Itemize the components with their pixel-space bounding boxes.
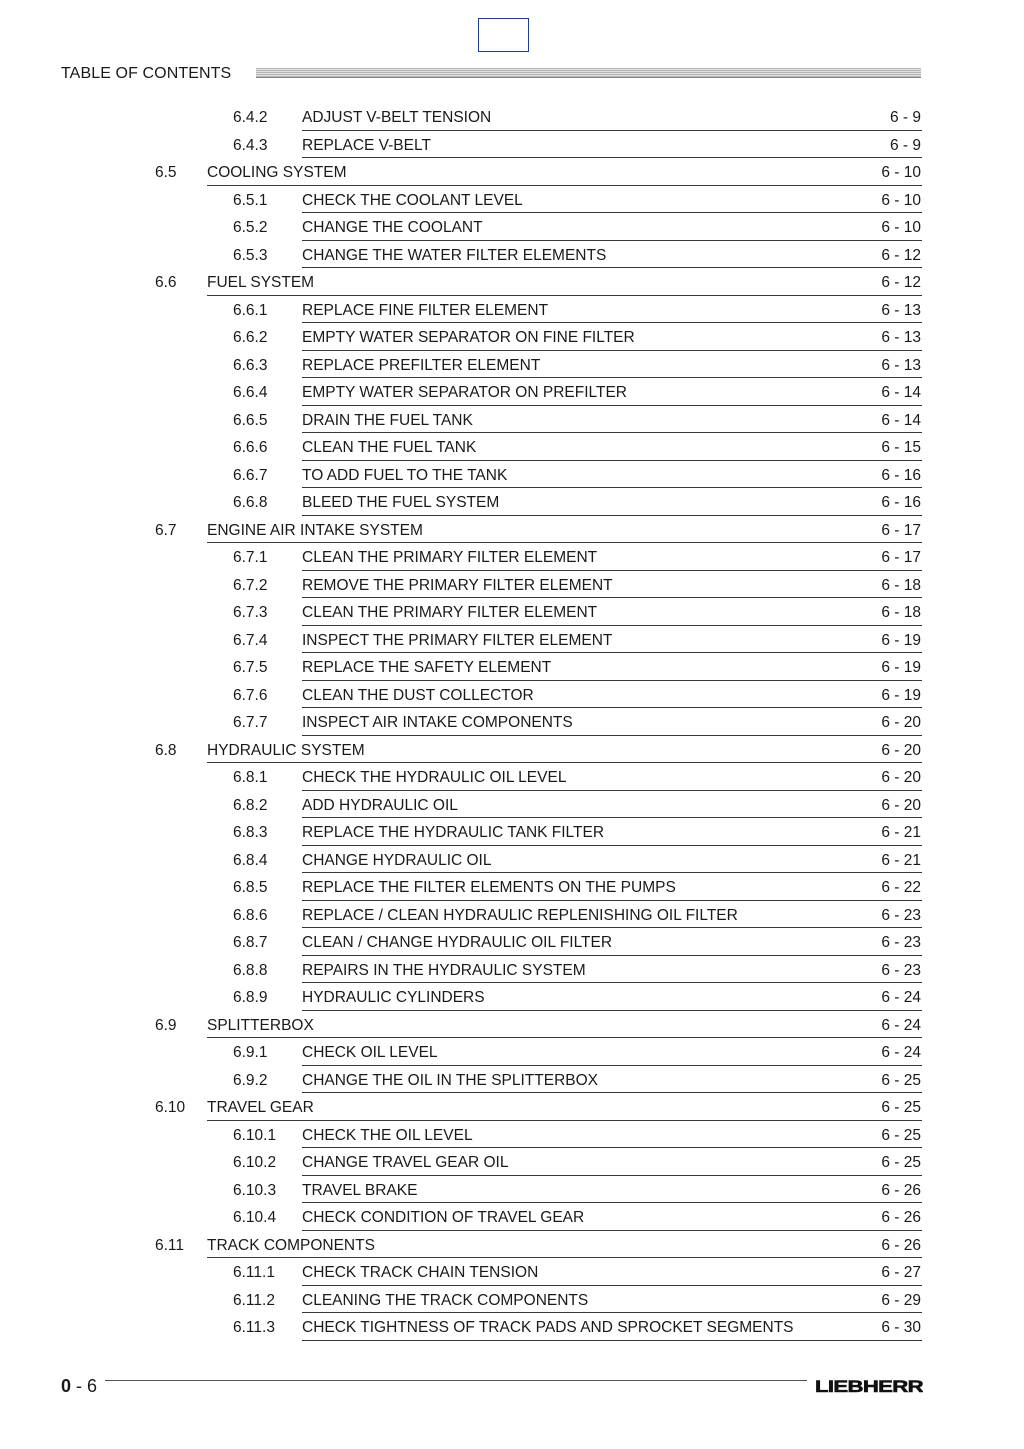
toc-entry-title: CHECK TRACK CHAIN TENSION xyxy=(302,1264,539,1281)
toc-entry-number: 6.9.2 xyxy=(233,1071,268,1089)
toc-entry-page: 6 - 23 xyxy=(881,906,921,924)
toc-entry-title: CLEAN THE PRIMARY FILTER ELEMENT xyxy=(302,604,598,621)
toc-entry-title: REPLACE THE FILTER ELEMENTS ON THE PUMPS xyxy=(302,879,676,896)
toc-entry-number: 6.8.2 xyxy=(233,796,268,814)
toc-entry-number: 6.10.3 xyxy=(233,1181,277,1199)
toc-entry-underline xyxy=(207,185,922,186)
toc-entry-title: HYDRAULIC CYLINDERS xyxy=(302,989,485,1006)
toc-entry-number: 6.11.2 xyxy=(233,1291,275,1309)
toc-subsection-row[interactable] xyxy=(0,984,1024,1012)
toc-entry-underline xyxy=(302,267,922,268)
toc-entry-title: REPLACE V-BELT xyxy=(302,136,431,154)
toc-entry-underline xyxy=(302,652,922,653)
toc-entry-page: 6 - 20 xyxy=(881,714,921,731)
toc-entry-title: INSPECT AIR INTAKE COMPONENTS xyxy=(302,714,573,731)
toc-entry-underline xyxy=(302,790,922,791)
table-of-contents xyxy=(0,104,1024,1342)
toc-entry-number: 6.8.1 xyxy=(233,769,268,786)
toc-entry-page: 6 - 13 xyxy=(881,356,921,374)
footer-chapter-number: 0 xyxy=(61,1376,72,1396)
toc-entry-page: 6 - 22 xyxy=(881,879,921,896)
header-rule xyxy=(256,68,921,78)
toc-entry-page: 6 - 26 xyxy=(881,1236,921,1254)
toc-entry-number: 6.6.1 xyxy=(233,301,268,319)
toc-entry-number: 6.7.5 xyxy=(233,659,268,676)
toc-subsection-row[interactable] xyxy=(0,1204,1024,1232)
toc-entry-page: 6 - 18 xyxy=(881,576,921,594)
toc-subsection-row[interactable] xyxy=(0,544,1024,572)
toc-entry-page: 6 - 27 xyxy=(881,1264,921,1281)
toc-entry-title: CHECK OIL LEVEL xyxy=(302,1044,438,1061)
toc-entry-page: 6 - 25 xyxy=(881,1099,921,1116)
toc-entry-underline xyxy=(302,1202,922,1203)
toc-entry-title: SPLITTERBOX xyxy=(207,1016,314,1034)
toc-entry-page: 6 - 24 xyxy=(881,1044,921,1061)
toc-entry-underline xyxy=(302,735,922,736)
toc-entry-number: 6.7.3 xyxy=(233,604,268,621)
footer-rule xyxy=(105,1380,807,1381)
toc-entry-title: CHECK TIGHTNESS OF TRACK PADS AND SPROCKET SEGMENTS xyxy=(302,1319,794,1336)
toc-entry-page: 6 - 26 xyxy=(881,1209,921,1226)
toc-entry-number: 6.8.9 xyxy=(233,989,268,1006)
toc-entry-title: COOLING SYSTEM xyxy=(207,164,347,181)
toc-entry-underline xyxy=(302,625,922,626)
toc-subsection-row[interactable] xyxy=(0,902,1024,930)
toc-subsection-row[interactable] xyxy=(0,764,1024,792)
toc-entry-number: 6.7.2 xyxy=(233,576,268,594)
toc-entry-number: 6.4.2 xyxy=(233,109,268,126)
toc-entry-number: 6.4.3 xyxy=(233,136,268,154)
toc-subsection-row[interactable] xyxy=(0,709,1024,737)
toc-entry-title: ENGINE AIR INTAKE SYSTEM xyxy=(207,521,423,539)
toc-entry-underline xyxy=(302,570,922,571)
toc-entry-underline xyxy=(302,1175,922,1176)
toc-entry-page: 6 - 29 xyxy=(881,1291,921,1309)
toc-entry-title: TRAVEL GEAR xyxy=(207,1099,314,1116)
toc-entry-number: 6.6.4 xyxy=(233,384,268,401)
toc-entry-underline xyxy=(302,1312,922,1313)
toc-entry-title: CHANGE TRAVEL GEAR OIL xyxy=(302,1154,509,1171)
toc-entry-title: HYDRAULIC SYSTEM xyxy=(207,741,365,759)
toc-entry-underline xyxy=(302,1340,922,1341)
toc-entry-underline xyxy=(302,157,922,158)
toc-entry-underline xyxy=(302,350,922,351)
toc-entry-underline xyxy=(302,845,922,846)
toc-entry-page: 6 - 13 xyxy=(881,329,921,346)
toc-entry-page: 6 - 30 xyxy=(881,1319,921,1336)
toc-entry-page: 6 - 21 xyxy=(881,851,921,869)
toc-entry-title: REPLACE FINE FILTER ELEMENT xyxy=(302,301,549,319)
toc-subsection-row[interactable] xyxy=(0,819,1024,847)
toc-entry-page: 6 - 20 xyxy=(881,769,921,786)
toc-entry-page: 6 - 25 xyxy=(881,1071,921,1089)
toc-subsection-row[interactable] xyxy=(0,1259,1024,1287)
toc-entry-page: 6 - 14 xyxy=(881,411,921,429)
toc-entry-underline xyxy=(302,1065,922,1066)
toc-entry-underline xyxy=(302,322,922,323)
toc-entry-page: 6 - 25 xyxy=(881,1154,921,1171)
toc-entry-number: 6.6 xyxy=(155,274,177,291)
toc-entry-number: 6.8.3 xyxy=(233,824,268,841)
toc-subsection-row[interactable] xyxy=(0,324,1024,352)
toc-entry-number: 6.5.3 xyxy=(233,246,268,264)
toc-subsection-row[interactable] xyxy=(0,654,1024,682)
toc-entry-page: 6 - 20 xyxy=(881,796,921,814)
toc-entry-number: 6.7.6 xyxy=(233,686,268,704)
toc-entry-underline xyxy=(302,515,922,516)
liebherr-logo xyxy=(815,1377,923,1395)
toc-entry-page: 6 - 19 xyxy=(881,659,921,676)
toc-subsection-row[interactable] xyxy=(0,599,1024,627)
toc-entry-page: 6 - 9 xyxy=(889,136,921,154)
toc-entry-title: CLEAN THE PRIMARY FILTER ELEMENT xyxy=(302,549,598,566)
toc-subsection-row[interactable] xyxy=(0,1314,1024,1342)
toc-entry-page: 6 - 14 xyxy=(881,384,921,401)
toc-entry-page: 6 - 17 xyxy=(881,549,921,566)
toc-section-row[interactable] xyxy=(0,1094,1024,1122)
toc-entry-underline xyxy=(207,295,922,296)
toc-subsection-row[interactable] xyxy=(0,1039,1024,1067)
toc-entry-title: REPLACE PREFILTER ELEMENT xyxy=(302,356,541,374)
footer-page-number xyxy=(61,1376,97,1397)
toc-entry-page: 6 - 12 xyxy=(881,274,921,291)
toc-entry-title: INSPECT THE PRIMARY FILTER ELEMENT xyxy=(302,631,613,649)
toc-entry-underline xyxy=(302,1285,922,1286)
toc-entry-title: CHECK THE OIL LEVEL xyxy=(302,1126,473,1144)
toc-entry-number: 6.9.1 xyxy=(233,1044,268,1061)
toc-entry-number: 6.11 xyxy=(155,1236,185,1254)
footer-page-suffix: - 6 xyxy=(71,1376,98,1396)
toc-subsection-row[interactable] xyxy=(0,352,1024,380)
toc-entry-underline xyxy=(302,240,922,241)
toc-entry-title: TRAVEL BRAKE xyxy=(302,1181,418,1199)
toc-entry-number: 6.10 xyxy=(155,1099,186,1116)
toc-subsection-row[interactable] xyxy=(0,1177,1024,1205)
toc-entry-number: 6.9 xyxy=(155,1016,177,1034)
logo-wordmark: LIEBHERR xyxy=(815,1377,923,1395)
toc-entry-number: 6.6.3 xyxy=(233,356,268,374)
toc-entry-page: 6 - 25 xyxy=(881,1126,921,1144)
toc-section-row[interactable] xyxy=(0,737,1024,765)
toc-entry-page: 6 - 19 xyxy=(881,686,921,704)
toc-entry-title: BLEED THE FUEL SYSTEM xyxy=(302,494,500,511)
toc-entry-title: CLEAN THE FUEL TANK xyxy=(302,439,477,456)
toc-entry-underline xyxy=(302,982,922,983)
toc-section-row[interactable] xyxy=(0,269,1024,297)
toc-subsection-row[interactable] xyxy=(0,627,1024,655)
toc-entry-number: 6.10.2 xyxy=(233,1154,277,1171)
toc-entry-number: 6.6.7 xyxy=(233,466,268,484)
toc-entry-title: CHECK THE HYDRAULIC OIL LEVEL xyxy=(302,769,567,786)
toc-entry-underline xyxy=(302,212,922,213)
toc-entry-underline xyxy=(302,900,922,901)
toc-entry-page: 6 - 13 xyxy=(881,301,921,319)
toc-entry-underline xyxy=(302,1147,922,1148)
toc-entry-underline xyxy=(302,487,922,488)
toc-entry-title: CHECK CONDITION OF TRAVEL GEAR xyxy=(302,1209,585,1226)
toc-subsection-row[interactable] xyxy=(0,1149,1024,1177)
toc-entry-underline xyxy=(302,377,922,378)
toc-section-row[interactable] xyxy=(0,517,1024,545)
toc-subsection-row[interactable] xyxy=(0,434,1024,462)
toc-entry-page: 6 - 9 xyxy=(889,109,921,126)
toc-entry-underline xyxy=(302,405,922,406)
toc-subsection-row[interactable] xyxy=(0,957,1024,985)
toc-entry-page: 6 - 15 xyxy=(881,439,921,456)
toc-entry-number: 6.5.2 xyxy=(233,219,268,236)
toc-subsection-row[interactable] xyxy=(0,379,1024,407)
toc-entry-page: 6 - 19 xyxy=(881,631,921,649)
toc-entry-page: 6 - 16 xyxy=(881,466,921,484)
toc-entry-underline xyxy=(207,1120,922,1121)
toc-entry-title: EMPTY WATER SEPARATOR ON FINE FILTER xyxy=(302,329,635,346)
toc-entry-number: 6.5 xyxy=(155,164,177,181)
toc-entry-title: CLEAN / CHANGE HYDRAULIC OIL FILTER xyxy=(302,934,613,951)
toc-entry-title: CHANGE THE WATER FILTER ELEMENTS xyxy=(302,246,607,264)
toc-entry-page: 6 - 23 xyxy=(881,961,921,979)
toc-entry-title: ADD HYDRAULIC OIL xyxy=(302,796,458,814)
toc-entry-page: 6 - 24 xyxy=(881,989,921,1006)
toc-entry-underline xyxy=(207,542,922,543)
toc-entry-title: CHECK THE COOLANT LEVEL xyxy=(302,191,523,209)
toc-entry-underline xyxy=(302,817,922,818)
toc-subsection-row[interactable] xyxy=(0,214,1024,242)
toc-entry-number: 6.5.1 xyxy=(233,191,268,209)
toc-entry-underline xyxy=(302,1010,922,1011)
toc-entry-title: REMOVE THE PRIMARY FILTER ELEMENT xyxy=(302,576,613,594)
toc-entry-underline xyxy=(302,597,922,598)
toc-subsection-row[interactable] xyxy=(0,572,1024,600)
toc-entry-number: 6.6.2 xyxy=(233,329,268,346)
toc-entry-number: 6.7 xyxy=(155,521,177,539)
toc-entry-title: EMPTY WATER SEPARATOR ON PREFILTER xyxy=(302,384,627,401)
toc-subsection-row[interactable] xyxy=(0,1287,1024,1315)
toc-subsection-row[interactable] xyxy=(0,792,1024,820)
toc-entry-title: REPLACE / CLEAN HYDRAULIC REPLENISHING OIL FILTER xyxy=(302,906,738,924)
toc-entry-page: 6 - 12 xyxy=(881,246,921,264)
page-header-title: TABLE OF CONTENTS xyxy=(61,65,232,82)
toc-entry-number: 6.8 xyxy=(155,741,177,759)
toc-entry-title: REPAIRS IN THE HYDRAULIC SYSTEM xyxy=(302,961,586,979)
toc-entry-underline xyxy=(302,680,922,681)
toc-entry-title: REPLACE THE HYDRAULIC TANK FILTER xyxy=(302,824,605,841)
toc-entry-title: CHANGE HYDRAULIC OIL xyxy=(302,851,492,869)
toc-entry-number: 6.6.6 xyxy=(233,439,268,456)
toc-entry-title: FUEL SYSTEM xyxy=(207,274,315,291)
toc-subsection-row[interactable] xyxy=(0,682,1024,710)
toc-entry-number: 6.11.1 xyxy=(233,1264,275,1281)
toc-entry-title: REPLACE THE SAFETY ELEMENT xyxy=(302,659,552,676)
toc-entry-underline xyxy=(302,1230,922,1231)
toc-entry-title: ADJUST V-BELT TENSION xyxy=(302,109,492,126)
toc-entry-page: 6 - 17 xyxy=(881,521,921,539)
toc-entry-page: 6 - 10 xyxy=(881,191,921,209)
toc-section-row[interactable] xyxy=(0,1232,1024,1260)
toc-entry-number: 6.7.4 xyxy=(233,631,268,649)
toc-entry-number: 6.8.4 xyxy=(233,851,268,869)
toc-entry-number: 6.6.8 xyxy=(233,494,268,511)
header-marker-box xyxy=(478,18,529,52)
toc-subsection-row[interactable] xyxy=(0,489,1024,517)
toc-subsection-row[interactable] xyxy=(0,847,1024,875)
toc-entry-underline xyxy=(302,130,922,131)
toc-entry-number: 6.7.7 xyxy=(233,714,268,731)
toc-entry-underline xyxy=(207,1257,922,1258)
toc-subsection-row[interactable] xyxy=(0,104,1024,132)
toc-entry-page: 6 - 10 xyxy=(881,164,921,181)
toc-entry-underline xyxy=(207,762,922,763)
toc-entry-number: 6.10.1 xyxy=(233,1126,277,1144)
toc-subsection-row[interactable] xyxy=(0,242,1024,270)
toc-entry-underline xyxy=(302,955,922,956)
toc-subsection-row[interactable] xyxy=(0,874,1024,902)
toc-entry-title: TRACK COMPONENTS xyxy=(207,1236,375,1254)
toc-entry-page: 6 - 18 xyxy=(881,604,921,621)
toc-entry-number: 6.8.5 xyxy=(233,879,268,896)
toc-entry-title: CLEAN THE DUST COLLECTOR xyxy=(302,686,534,704)
toc-entry-title: CHANGE THE COOLANT xyxy=(302,219,483,236)
toc-entry-page: 6 - 10 xyxy=(881,219,921,236)
toc-subsection-row[interactable] xyxy=(0,132,1024,160)
toc-subsection-row[interactable] xyxy=(0,187,1024,215)
toc-entry-number: 6.8.8 xyxy=(233,961,268,979)
toc-entry-number: 6.7.1 xyxy=(233,549,268,566)
toc-entry-page: 6 - 21 xyxy=(881,824,921,841)
toc-entry-page: 6 - 23 xyxy=(881,934,921,951)
toc-entry-underline xyxy=(302,707,922,708)
toc-subsection-row[interactable] xyxy=(0,1067,1024,1095)
toc-section-row[interactable] xyxy=(0,1012,1024,1040)
toc-subsection-row[interactable] xyxy=(0,929,1024,957)
toc-entry-underline xyxy=(302,432,922,433)
toc-entry-number: 6.6.5 xyxy=(233,411,268,429)
toc-entry-number: 6.11.3 xyxy=(233,1319,275,1336)
toc-entry-underline xyxy=(302,460,922,461)
toc-subsection-row[interactable] xyxy=(0,407,1024,435)
toc-entry-page: 6 - 24 xyxy=(881,1016,921,1034)
toc-entry-title: CLEANING THE TRACK COMPONENTS xyxy=(302,1291,589,1309)
toc-entry-underline xyxy=(207,1037,922,1038)
toc-entry-page: 6 - 26 xyxy=(881,1181,921,1199)
toc-subsection-row[interactable] xyxy=(0,462,1024,490)
toc-entry-number: 6.8.6 xyxy=(233,906,268,924)
toc-entry-number: 6.10.4 xyxy=(233,1209,277,1226)
toc-entry-underline xyxy=(302,927,922,928)
toc-entry-underline xyxy=(302,1092,922,1093)
toc-section-row[interactable] xyxy=(0,159,1024,187)
toc-entry-number: 6.8.7 xyxy=(233,934,268,951)
toc-subsection-row[interactable] xyxy=(0,297,1024,325)
toc-entry-title: CHANGE THE OIL IN THE SPLITTERBOX xyxy=(302,1071,598,1089)
toc-entry-title: DRAIN THE FUEL TANK xyxy=(302,411,473,429)
toc-entry-title: TO ADD FUEL TO THE TANK xyxy=(302,466,508,484)
toc-entry-page: 6 - 16 xyxy=(881,494,921,511)
toc-entry-page: 6 - 20 xyxy=(881,741,921,759)
toc-subsection-row[interactable] xyxy=(0,1122,1024,1150)
toc-entry-underline xyxy=(302,872,922,873)
